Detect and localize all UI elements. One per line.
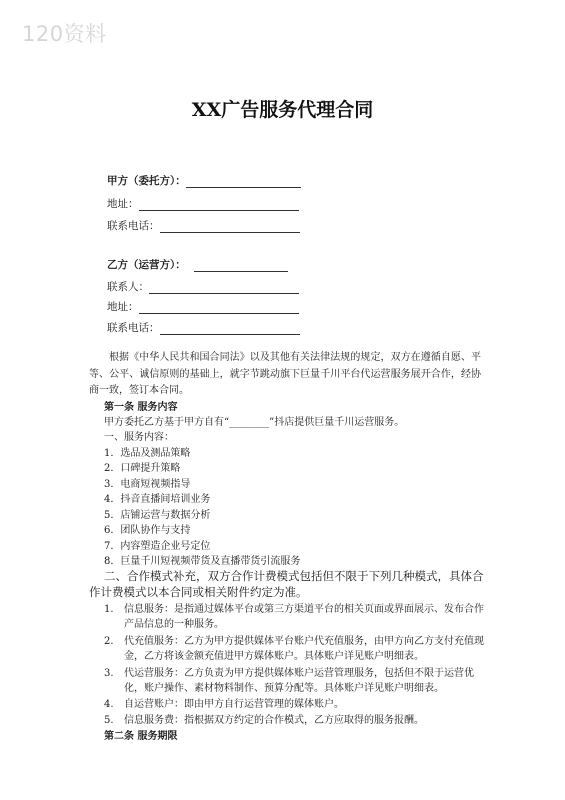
party-b-blank[interactable]	[194, 260, 288, 272]
fee-item-text: 信息服务：是指通过媒体平台或第三方渠道平台的相关页面或界面展示、发布合作产品信息的一种服务。	[124, 604, 484, 630]
service-item: 6．团队协作与支持	[104, 525, 191, 536]
party-a-phone-blank[interactable]	[160, 221, 300, 233]
party-a-address-row	[107, 197, 299, 211]
party-b-phone-label: 联系电话：	[107, 322, 160, 334]
fee-item-number: 3.	[104, 668, 114, 679]
party-b-label: 乙方（运营方）：	[107, 259, 186, 271]
fee-item	[104, 697, 484, 712]
party-b-contact-label: 联系人：	[107, 281, 149, 293]
party-a-blank[interactable]	[186, 176, 301, 188]
intro-paragraph: 根据《中华人民共和国合同法》以及其他有关法律法规的规定，双方在遵循自愿、平等、公平、诚信原则的基础上，就字节跳动旗下巨量千川平台代运营服务展开合作，经协商一致，签订本合同。	[89, 352, 481, 396]
fee-item-number: 2.	[104, 636, 114, 647]
article1-heading: 第一条 服务内容	[104, 402, 178, 413]
fee-item-text: 代充值服务：乙方为甲方提供媒体平台账户代充值服务，由甲方向乙方支付充值现金，乙方将该金额充值进甲方媒体账户。具体账户详见账户明细表。	[124, 636, 484, 662]
fee-item-number: 1.	[104, 604, 114, 615]
party-b-address-blank[interactable]	[139, 302, 299, 314]
article2-heading: 第二条 服务期限	[104, 731, 178, 742]
party-a-label: 甲方（委托方）：	[107, 175, 186, 187]
party-a-row	[107, 174, 301, 188]
fee-item-text: 信息服务费：指根据双方约定的合作模式，乙方应取得的服务报酬。	[124, 715, 424, 726]
fee-item	[104, 666, 484, 696]
service-item: 7．内容塑造企业号定位	[104, 541, 211, 552]
party-b-address-label: 地址：	[107, 301, 139, 313]
party-b-row	[107, 258, 288, 272]
service-item: 2．口碑提升策略	[104, 463, 181, 474]
party-b-contact-blank[interactable]	[149, 282, 299, 294]
fee-item	[104, 602, 484, 632]
service-item: 4．抖音直播间培训业务	[104, 494, 211, 505]
fee-item-number: 4.	[104, 699, 114, 710]
fee-item-text: 自运营账户：即由甲方自行运营管理的媒体账户。	[124, 699, 344, 710]
fee-item	[104, 713, 484, 728]
service-item: 1．选品及测品策略	[104, 448, 191, 459]
fee-mode-line1: 二、合作模式补充，双方合作计费模式包括但不限于下列几种模式，具体合	[104, 569, 484, 583]
watermark: 120资料	[22, 22, 107, 46]
party-a-phone-label: 联系电话：	[107, 220, 160, 232]
service-item: 5．店铺运营与数据分析	[104, 510, 211, 521]
service-item: 3．电商短视频指导	[104, 479, 191, 490]
party-b-address-row	[107, 300, 299, 314]
article1-line1: 甲方委托乙方基于甲方自有“________”抖店提供巨量千川运营服务。	[104, 417, 405, 428]
party-a-address-label: 地址：	[107, 198, 139, 210]
party-a-address-blank[interactable]	[139, 199, 299, 211]
party-a-phone-row	[107, 219, 300, 233]
fee-item	[104, 634, 484, 664]
article1-sub-heading: 一、服务内容：	[104, 432, 174, 443]
party-b-contact-row	[107, 280, 299, 294]
document-title: XX广告服务代理合同	[191, 99, 374, 121]
fee-item-number: 5.	[104, 715, 114, 726]
party-b-phone-row	[107, 321, 300, 335]
fee-mode-line2: 作计费模式以本合同或相关附件约定为准。	[89, 585, 308, 599]
party-b-phone-blank[interactable]	[160, 323, 300, 335]
fee-item-text: 代运营服务：乙方负责为甲方提供媒体账户运营管理服务，包括但不限于运营优化，账户操作、素材物料制作、预算分配等。具体账户详见账户明细表。	[124, 668, 474, 694]
service-item: 8．巨量千川短视频带货及直播带货引流服务	[104, 556, 301, 567]
